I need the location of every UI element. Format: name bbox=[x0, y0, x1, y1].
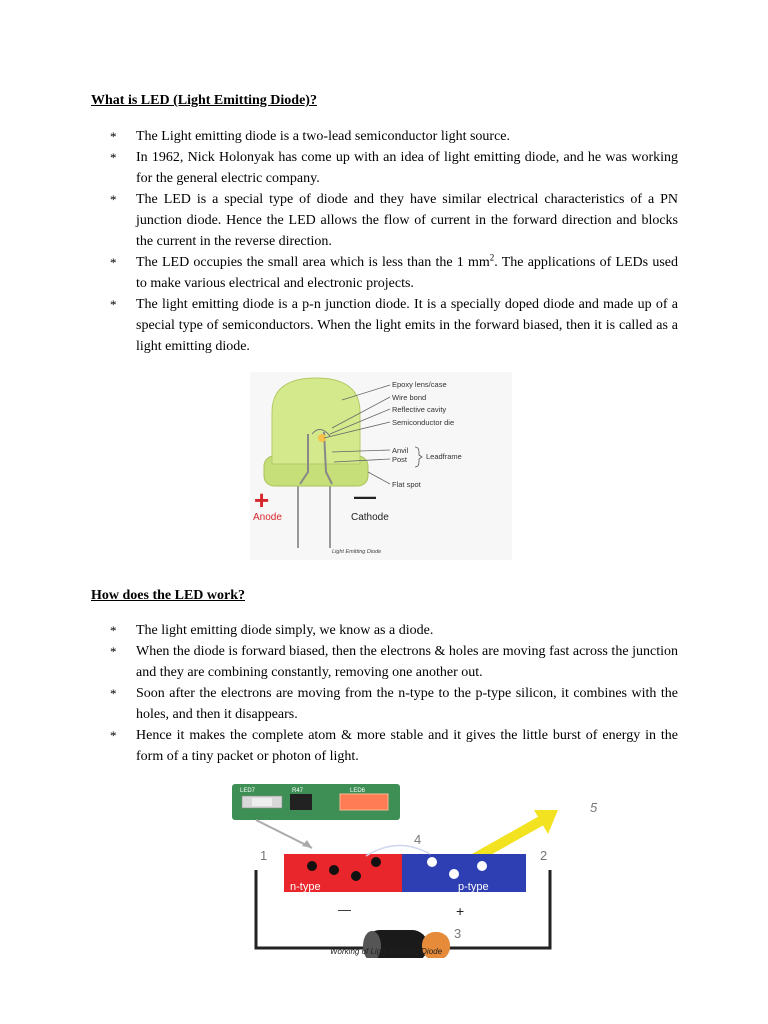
list-item: * In 1962, Nick Holonyak has come up with an idea of light emitting diode, and he was working for the general electric company. bbox=[110, 147, 678, 189]
bullet-icon: * bbox=[110, 150, 117, 165]
list-item: * The Light emitting diode is a two-lead semiconductor light source. bbox=[110, 126, 678, 147]
label-n-type: n-type bbox=[290, 881, 321, 893]
led-structure-figure bbox=[250, 372, 512, 560]
label-flat-spot: Flat spot bbox=[392, 480, 421, 489]
label-2: 2 bbox=[540, 848, 548, 863]
hole bbox=[477, 861, 487, 871]
list-item: * The LED is a special type of diode and they have similar electrical characteristics of a PN junction diode. Hence the LED allows the flow of current in the forward direction and blocks the current in the reverse direction. bbox=[110, 189, 678, 252]
bullet-icon: * bbox=[110, 297, 117, 312]
label-cathode: Cathode bbox=[351, 512, 389, 523]
list-item: * The LED occupies the small area which is less than the 1 $mm^2$. The applications of LEDs used to make various electrical and electronic projects. bbox=[110, 252, 678, 291]
list-item: * When the diode is forward biased, then the electrons & holes are moving fast across the junction and they are combining constantly, removing one another out. bbox=[110, 641, 678, 683]
list-item: * The light emitting diode simply, we know as a diode. bbox=[110, 620, 678, 641]
bullet-icon: * bbox=[110, 686, 117, 701]
label-led7: LED7 bbox=[240, 788, 256, 794]
label-r47: R47 bbox=[292, 788, 304, 794]
hole bbox=[449, 869, 459, 879]
figure2-caption: Working of Light Emitting Diode bbox=[330, 947, 443, 956]
bullet-icon: * bbox=[110, 255, 117, 270]
label-1: 1 bbox=[260, 848, 268, 863]
label-p-type: p-type bbox=[458, 881, 489, 893]
battery-plus: + bbox=[456, 903, 465, 919]
bullet-icon: * bbox=[110, 129, 117, 144]
label-led6: LED6 bbox=[350, 788, 366, 794]
electron bbox=[351, 871, 361, 881]
bullet-icon: * bbox=[110, 192, 117, 207]
label-semiconductor-die: Semiconductor die bbox=[392, 418, 455, 427]
label-anvil: Anvil bbox=[392, 446, 409, 455]
list-item: * Soon after the electrons are moving from the n-type to the p-type silicon, it combines with the holes, and then it disappears. bbox=[110, 683, 678, 725]
section-heading-how-does-led-work: How does the LED work? bbox=[91, 588, 246, 603]
led-working-figure bbox=[186, 778, 610, 958]
bullet-icon: * bbox=[110, 644, 117, 659]
bullet-icon: * bbox=[110, 623, 117, 638]
r47-component bbox=[290, 794, 312, 810]
label-wire-bond: Wire bond bbox=[392, 393, 427, 402]
label-leadframe: Leadframe bbox=[426, 452, 462, 461]
what-is-led-list bbox=[110, 126, 678, 357]
bullet-icon: * bbox=[110, 728, 117, 743]
electron bbox=[307, 861, 317, 871]
label-3: 3 bbox=[454, 926, 462, 941]
list-item: * The light emitting diode is a p-n junction diode. It is a specially doped diode and made up of a special type of semiconductors. When the light emits in the forward biased, then it is called as a light emitting diode. bbox=[110, 294, 678, 357]
cathode-minus-sign: — bbox=[354, 484, 376, 509]
battery-minus: — bbox=[338, 902, 351, 917]
label-reflective-cavity: Reflective cavity bbox=[392, 405, 447, 414]
section-heading-what-is-led: What is LED (Light Emitting Diode)? bbox=[91, 93, 317, 108]
label-post: Post bbox=[392, 455, 408, 464]
how-led-works-list bbox=[110, 620, 678, 767]
electron bbox=[329, 865, 339, 875]
led7-body bbox=[252, 798, 272, 806]
led6-glowing bbox=[340, 794, 388, 810]
anode-plus-sign: + bbox=[254, 485, 270, 515]
list-item: * Hence it makes the complete atom & more stable and it gives the little burst of energy in the form of a tiny packet or photon of light. bbox=[110, 725, 678, 767]
figure1-caption: Light Emitting Diode bbox=[332, 549, 382, 555]
label-5: 5 bbox=[590, 800, 598, 815]
label-epoxy: Epoxy lens/case bbox=[392, 380, 447, 389]
label-4: 4 bbox=[414, 832, 422, 847]
label-anode: Anode bbox=[253, 512, 282, 523]
electron bbox=[371, 857, 381, 867]
hole bbox=[427, 857, 437, 867]
